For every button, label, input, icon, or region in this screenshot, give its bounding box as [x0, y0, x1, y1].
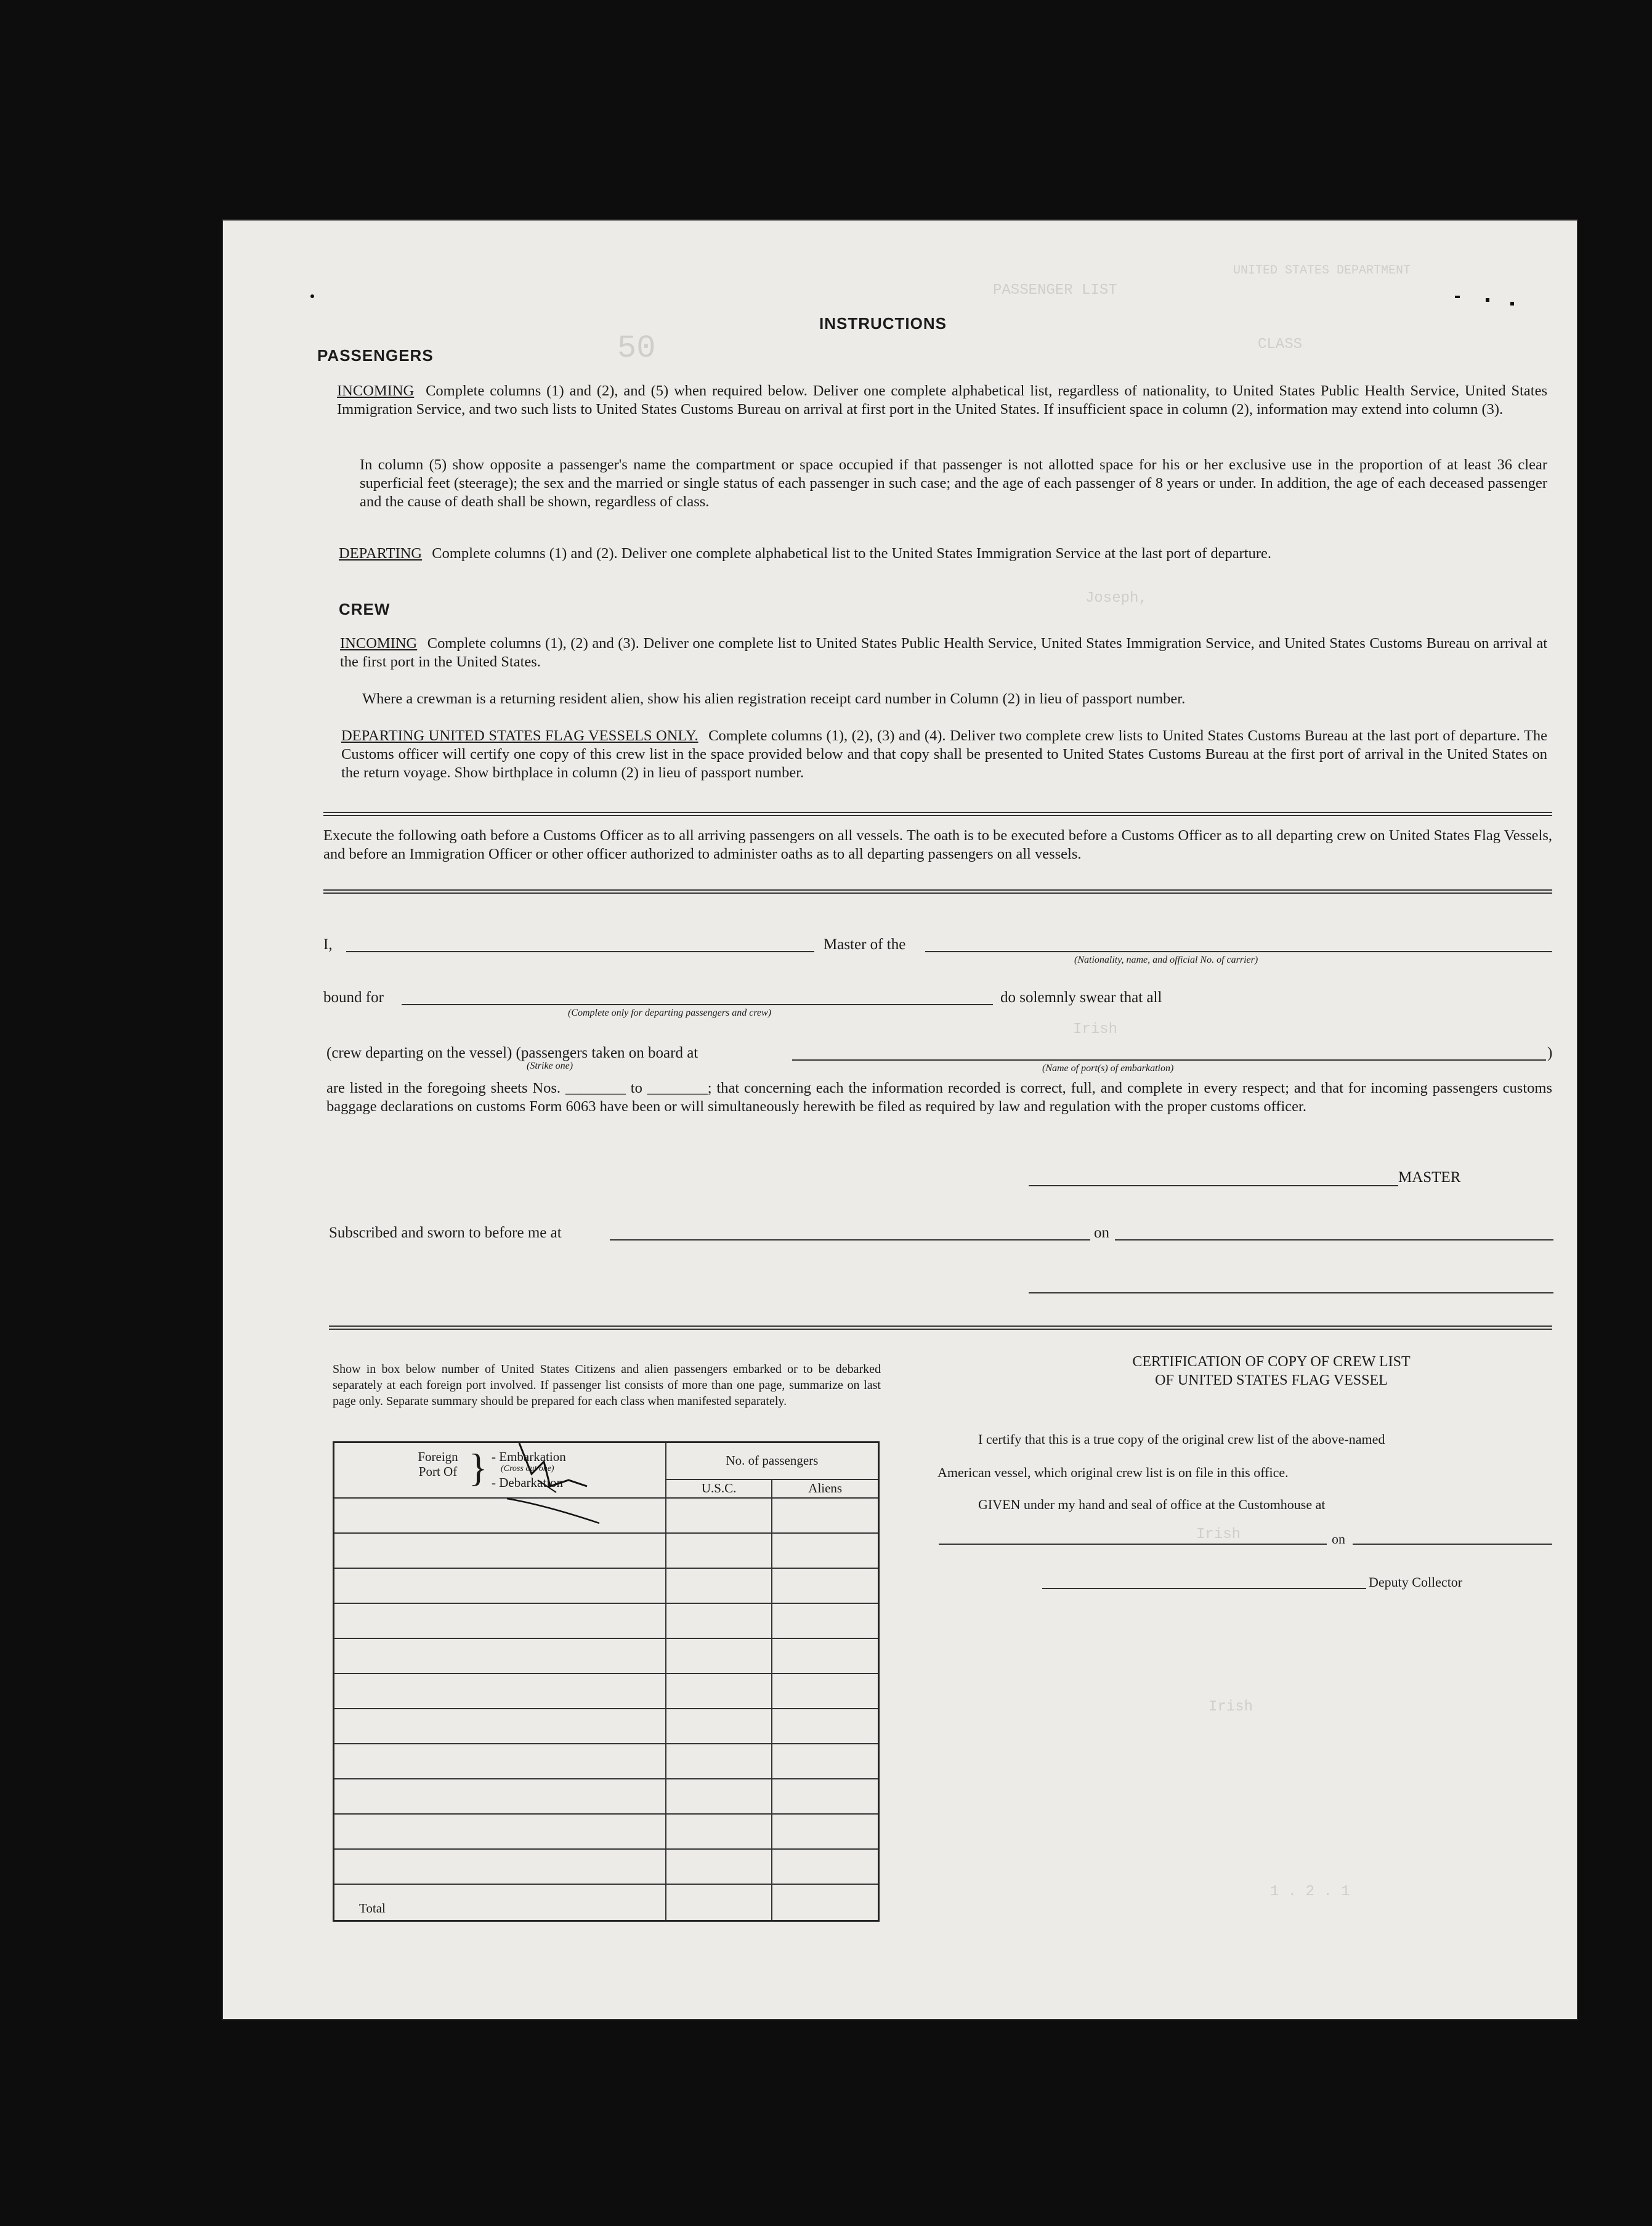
double-rule	[323, 889, 1552, 894]
strike-one-hint: (Strike one)	[527, 1061, 573, 1071]
usc-cell[interactable]	[666, 1849, 772, 1884]
incoming-label: INCOMING	[337, 382, 415, 399]
master-of-label: Master of the	[824, 936, 906, 953]
certification-title-2: OF UNITED STATES FLAG VESSEL	[1155, 1372, 1388, 1388]
crew-departing-paragraph: DEPARTING UNITED STATES FLAG VESSELS ONLY. Complete columns (1), (2), (3) and (4). Deliver two complete crew lists to United States Customs Bureau at the last port of departure. The Customs officer will certify one copy of this crew list in the space provided below and that copy shall be presented to United States Customs Bureau at the first port of arrival in the United States on the return voyage. Show birthplace in column (2) in lieu of passport number.	[341, 727, 1547, 781]
aliens-cell[interactable]	[772, 1709, 878, 1744]
usc-cell[interactable]	[666, 1568, 772, 1603]
passengers-incoming-paragraph: INCOMING Complete columns (1) and (2), and (5) when required below. Deliver one complete alphabetical list, regardless of nationality, to United States Public Health Service, United States Immigration Service, and two such lists to United States Customs Bureau on arrival at first port in the United States. If insufficient space in column (2), information may extend into column (3).	[337, 382, 1547, 418]
port-cell[interactable]	[334, 1814, 666, 1849]
master-signature-field[interactable]	[1029, 1185, 1398, 1186]
aliens-cell[interactable]	[772, 1779, 878, 1814]
aliens-total-cell[interactable]	[772, 1884, 878, 1921]
ports-hint: (Name of port(s) of embarkation)	[1042, 1063, 1174, 1074]
bound-for-hint: (Complete only for departing passengers and crew)	[568, 1008, 772, 1018]
crew-heading: CREW	[339, 600, 391, 618]
brace-icon: }	[469, 1446, 488, 1489]
double-rule	[329, 1325, 1552, 1330]
bound-for-field[interactable]	[402, 1004, 993, 1005]
usc-cell[interactable]	[666, 1638, 772, 1674]
deputy-collector-label: Deputy Collector	[1369, 1574, 1463, 1590]
ink-speck	[1486, 298, 1489, 302]
crew-incoming-paragraph: INCOMING Complete columns (1), (2) and (3). Deliver one complete list to United States Public Health Service, United States Immigration Service, and United States Customs Bureau on arrival at the first port in the United States.	[340, 635, 1547, 670]
bleed-through-text: PASSENGER LIST	[993, 282, 1117, 299]
port-cell[interactable]	[334, 1568, 666, 1603]
deputy-signature-field[interactable]	[1042, 1588, 1366, 1589]
master-name-field[interactable]	[346, 951, 814, 952]
subscribed-place-field[interactable]	[610, 1239, 1090, 1240]
crew-passengers-label: (crew departing on the vessel) (passengers taken on board at	[326, 1045, 698, 1061]
port-cell[interactable]	[334, 1674, 666, 1709]
customhouse-field[interactable]	[939, 1544, 1327, 1545]
oath-i-label: I,	[323, 936, 333, 953]
no-passengers-header: No. of passengers	[666, 1443, 879, 1479]
crew-departing-label: DEPARTING UNITED STATES FLAG VESSELS ONLY.	[341, 727, 698, 744]
subscribed-on-label: on	[1094, 1224, 1109, 1241]
bleed-through-text: UNITED STATES DEPARTMENT	[1233, 264, 1411, 278]
bound-for-label: bound for	[323, 989, 384, 1006]
aliens-cell[interactable]	[772, 1674, 878, 1709]
ink-speck	[1455, 296, 1460, 298]
instructions-title: INSTRUCTIONS	[819, 314, 947, 333]
close-paren: )	[1547, 1045, 1553, 1061]
certification-line-1: I certify that this is a true copy of the original crew list of the above-named	[978, 1431, 1385, 1447]
usc-cell[interactable]	[666, 1814, 772, 1849]
usc-cell[interactable]	[666, 1498, 772, 1533]
usc-total-cell[interactable]	[666, 1884, 772, 1921]
aliens-cell[interactable]	[772, 1603, 878, 1638]
usc-cell[interactable]	[666, 1709, 772, 1744]
cross-out-hint: (Cross out one)	[501, 1464, 554, 1473]
port-cell[interactable]	[334, 1744, 666, 1779]
usc-header: U.S.C.	[666, 1479, 772, 1498]
bleed-through-text: Joseph,	[1085, 590, 1148, 607]
crew-incoming-label: INCOMING	[340, 635, 418, 652]
passengers-column5-paragraph: In column (5) show opposite a passenger's name the compartment or space occupied if that passenger is not allotted space for his or her exclusive use in the proportion of at least 36 clear superficial feet (steerage); the sex and the married or single status of each passenger in such case; and the age of each passenger of 8 years or under. In addition, the age of each deceased passenger and the cause of death shall be shown, regardless of class.	[360, 456, 1547, 510]
foreign-port-label: Foreign Port Of	[418, 1449, 458, 1479]
port-cell[interactable]	[334, 1849, 666, 1884]
bleed-through-text: CLASS	[1258, 336, 1303, 353]
subscribed-date-field[interactable]	[1115, 1239, 1553, 1240]
total-label: Total	[334, 1884, 666, 1921]
swear-label: do solemnly swear that all	[1000, 989, 1162, 1006]
carrier-field[interactable]	[925, 951, 1552, 952]
usc-cell[interactable]	[666, 1744, 772, 1779]
certification-on-label: on	[1332, 1531, 1345, 1547]
port-cell[interactable]	[334, 1603, 666, 1638]
aliens-cell[interactable]	[772, 1849, 878, 1884]
listed-sheets-paragraph: are listed in the foregoing sheets Nos. ________ to ________; that concerning each the information recorded is correct, full, and complete in every respect; and that for incoming passengers customs baggage declarations on customs Form 6063 have been or will simultaneously herewith be filed as required by law and regulation with the proper customs officer.	[326, 1080, 1552, 1115]
usc-cell[interactable]	[666, 1674, 772, 1709]
aliens-cell[interactable]	[772, 1498, 878, 1533]
port-cell[interactable]	[334, 1638, 666, 1674]
usc-cell[interactable]	[666, 1779, 772, 1814]
aliens-cell[interactable]	[772, 1638, 878, 1674]
certification-date-field[interactable]	[1353, 1544, 1552, 1545]
passenger-summary-table	[333, 1441, 880, 1922]
passengers-departing-paragraph: DEPARTING Complete columns (1) and (2). Deliver one complete alphabetical list to the United States Immigration Service at the last port of departure.	[339, 545, 1271, 562]
bleed-through-text: Irish	[1196, 1526, 1241, 1543]
carrier-hint: (Nationality, name, and official No. of carrier)	[1074, 955, 1258, 965]
bleed-through-text: Irish	[1073, 1021, 1118, 1038]
aliens-cell[interactable]	[772, 1533, 878, 1568]
aliens-header: Aliens	[772, 1479, 878, 1498]
officer-signature-field[interactable]	[1029, 1292, 1553, 1293]
ink-speck	[310, 294, 314, 298]
bleed-through-text: 50	[617, 330, 656, 366]
subscribed-label: Subscribed and sworn to before me at	[329, 1224, 562, 1241]
pen-scribble-icon	[495, 1419, 618, 1542]
oath-intro-paragraph: Execute the following oath before a Customs Officer as to all arriving passengers on all vessels. The oath is to be executed before a Customs Officer as to all departing crew on United States Flag Vessels, and before an Immigration Officer or other officer authorized to administer oaths as to all departing passengers on all vessels.	[323, 827, 1552, 862]
bleed-through-text: 1 . 2 . 1	[1270, 1884, 1350, 1900]
crew-resident-paragraph: Where a crewman is a returning resident alien, show his alien registration receipt card number in Column (2) in lieu of passport number.	[362, 690, 1186, 707]
bleed-through-text: Irish	[1209, 1699, 1253, 1715]
embarkation-ports-field[interactable]	[792, 1059, 1546, 1061]
aliens-cell[interactable]	[772, 1814, 878, 1849]
usc-cell[interactable]	[666, 1533, 772, 1568]
debarkation-label: - Debarkation	[492, 1475, 564, 1490]
passengers-heading: PASSENGERS	[317, 346, 434, 365]
summary-note: Show in box below number of United States Citizens and alien passengers embarked or to be debarked separately at each foreign port involved. If passenger list consists of more than one page, summarize on last page only. Separate summary should be prepared for each class when manifested separately.	[333, 1362, 881, 1408]
form-sheet	[223, 221, 1577, 2019]
ink-speck	[1510, 302, 1514, 306]
certification-line-3: GIVEN under my hand and seal of office at the Customhouse at	[978, 1497, 1326, 1512]
certification-line-2: American vessel, which original crew list is on file in this office.	[937, 1465, 1289, 1480]
departing-label: DEPARTING	[339, 545, 423, 562]
aliens-cell[interactable]	[772, 1744, 878, 1779]
port-cell[interactable]	[334, 1709, 666, 1744]
port-cell[interactable]	[334, 1779, 666, 1814]
master-label: MASTER	[1398, 1169, 1461, 1186]
embarkation-label: - Embarkation	[492, 1449, 566, 1464]
double-rule	[323, 812, 1552, 816]
usc-cell[interactable]	[666, 1603, 772, 1638]
certification-title-1: CERTIFICATION OF COPY OF CREW LIST	[1132, 1354, 1411, 1370]
foreign-port-header	[334, 1443, 666, 1498]
aliens-cell[interactable]	[772, 1568, 878, 1603]
